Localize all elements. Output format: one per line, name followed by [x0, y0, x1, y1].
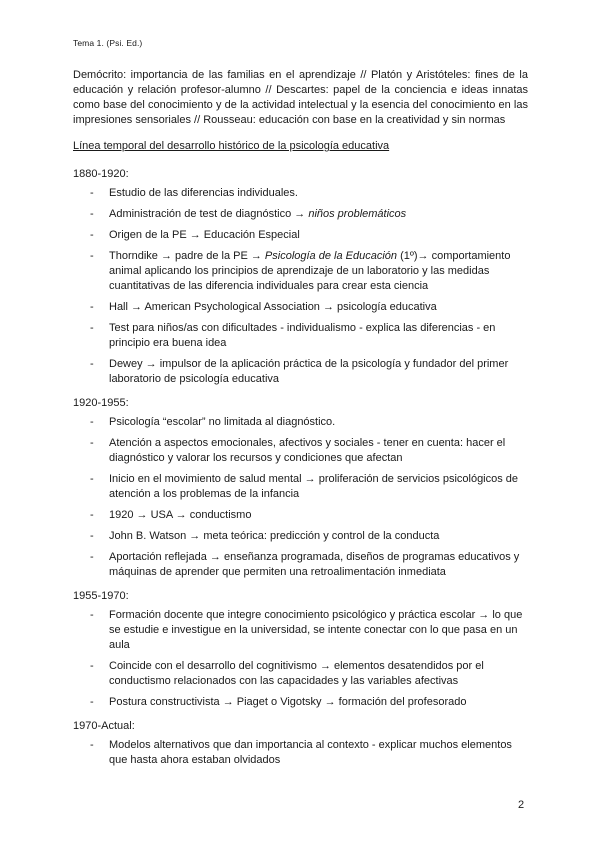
list-item: - Test para niños/as con dificultades - individualismo - explica las diferencias - en principio era buena idea — [90, 322, 496, 349]
list-item: - Aportación reflejada → enseñanza programada, diseños de programas educativos y máquinas de aprender que permiten una retroalimentación inmediata — [90, 551, 520, 578]
bullet-dash: - — [90, 609, 94, 621]
period-item-list — [73, 738, 528, 768]
period-1880-1920 — [73, 167, 528, 387]
bullet-dash: - — [90, 301, 94, 313]
list-item: - Inicio en el movimiento de salud mental → proliferación de servicios psicológicos de atención a los problemas de la infancia — [90, 473, 519, 500]
bullet-dash: - — [90, 551, 94, 563]
bullet-dash: - — [90, 660, 94, 672]
page-number: 2 — [518, 799, 525, 811]
bullet-dash: - — [90, 250, 94, 262]
period-1955-1970 — [73, 589, 528, 710]
list-item: - Administración de test de diagnóstico → niños problemáticos — [90, 208, 407, 220]
bullet-dash: - — [90, 739, 94, 751]
list-item: - Psicología “escolar” no limitada al diagnóstico. — [90, 416, 336, 428]
period-item-list — [73, 415, 528, 580]
list-item: - Formación docente que integre conocimiento psicológico y práctica escolar → lo que se estudie e investigue en la universidad, se intente conectar con lo que pasa en un aula — [90, 609, 523, 651]
list-item: - Dewey → impulsor de la aplicación práctica de la psicología y fundador del primer laboratorio de psicología educativa — [90, 358, 509, 385]
bullet-dash: - — [90, 416, 94, 428]
bullet-dash: - — [90, 187, 94, 199]
period-label: 1920-1955: — [73, 397, 129, 409]
bullet-dash: - — [90, 208, 94, 220]
list-item: - Atención a aspectos emocionales, afectivos y sociales - tener en cuenta: hacer el diagnóstico y valorar los recursos y condiciones que afectan — [90, 437, 506, 464]
list-item: - Postura constructivista → Piaget o Vigotsky → formación del profesorado — [90, 696, 467, 708]
list-item: - Coincide con el desarrollo del cognitivismo → elementos desatendidos por el conductismo relacionados con las capacidades y las variables afectivas — [90, 660, 484, 687]
period-label: 1880-1920: — [73, 168, 129, 180]
period-item-list — [73, 186, 528, 387]
bullet-dash: - — [90, 473, 94, 485]
bullet-dash: - — [90, 696, 94, 708]
page-header: Tema 1. (Psi. Ed.) — [73, 38, 143, 48]
document-body — [73, 68, 528, 777]
bullet-dash: - — [90, 322, 94, 334]
list-item: - Thorndike → padre de la PE → Psicología de la Educación (1º)→ comportamiento animal aplicando los principios de aprendizaje de un laboratorio y las medidas cuantitativas de las diferencia individuales para crear esta ciencia — [90, 250, 511, 292]
list-item: - Modelos alternativos que dan importancia al contexto - explicar muchos elementos que hasta ahora estaban olvidados — [90, 739, 512, 766]
list-item: - Hall → American Psychological Association → psicología educativa — [90, 301, 437, 313]
period-1970-actual — [73, 719, 528, 768]
list-item: - 1920 → USA → conductismo — [90, 509, 252, 521]
period-item-list — [73, 608, 528, 710]
list-item: - Origen de la PE → Educación Especial — [90, 229, 300, 241]
list-item: - Estudio de las diferencias individuales. — [90, 187, 298, 199]
period-label: 1955-1970: — [73, 590, 129, 602]
bullet-dash: - — [90, 358, 94, 370]
bullet-dash: - — [90, 437, 94, 449]
bullet-dash: - — [90, 530, 94, 542]
period-1920-1955 — [73, 396, 528, 580]
bullet-dash: - — [90, 229, 94, 241]
list-item: - John B. Watson → meta teórica: predicción y control de la conducta — [90, 530, 440, 542]
timeline-title: Línea temporal del desarrollo histórico de la psicología educativa — [73, 140, 390, 152]
intro-paragraph: Demócrito: importancia de las familias en el aprendizaje // Platón y Aristóteles: fines de la educación y relación profesor-alumno // Descartes: papel de la conciencia e ideas innatas como base del conocimiento y de la actividad intelectual y la esencia del conocimiento en las impresiones sensoriales // Rousseau: educación con base en la creatividad y sin normas — [73, 69, 528, 126]
bullet-dash: - — [90, 509, 94, 521]
period-label: 1970-Actual: — [73, 720, 135, 732]
